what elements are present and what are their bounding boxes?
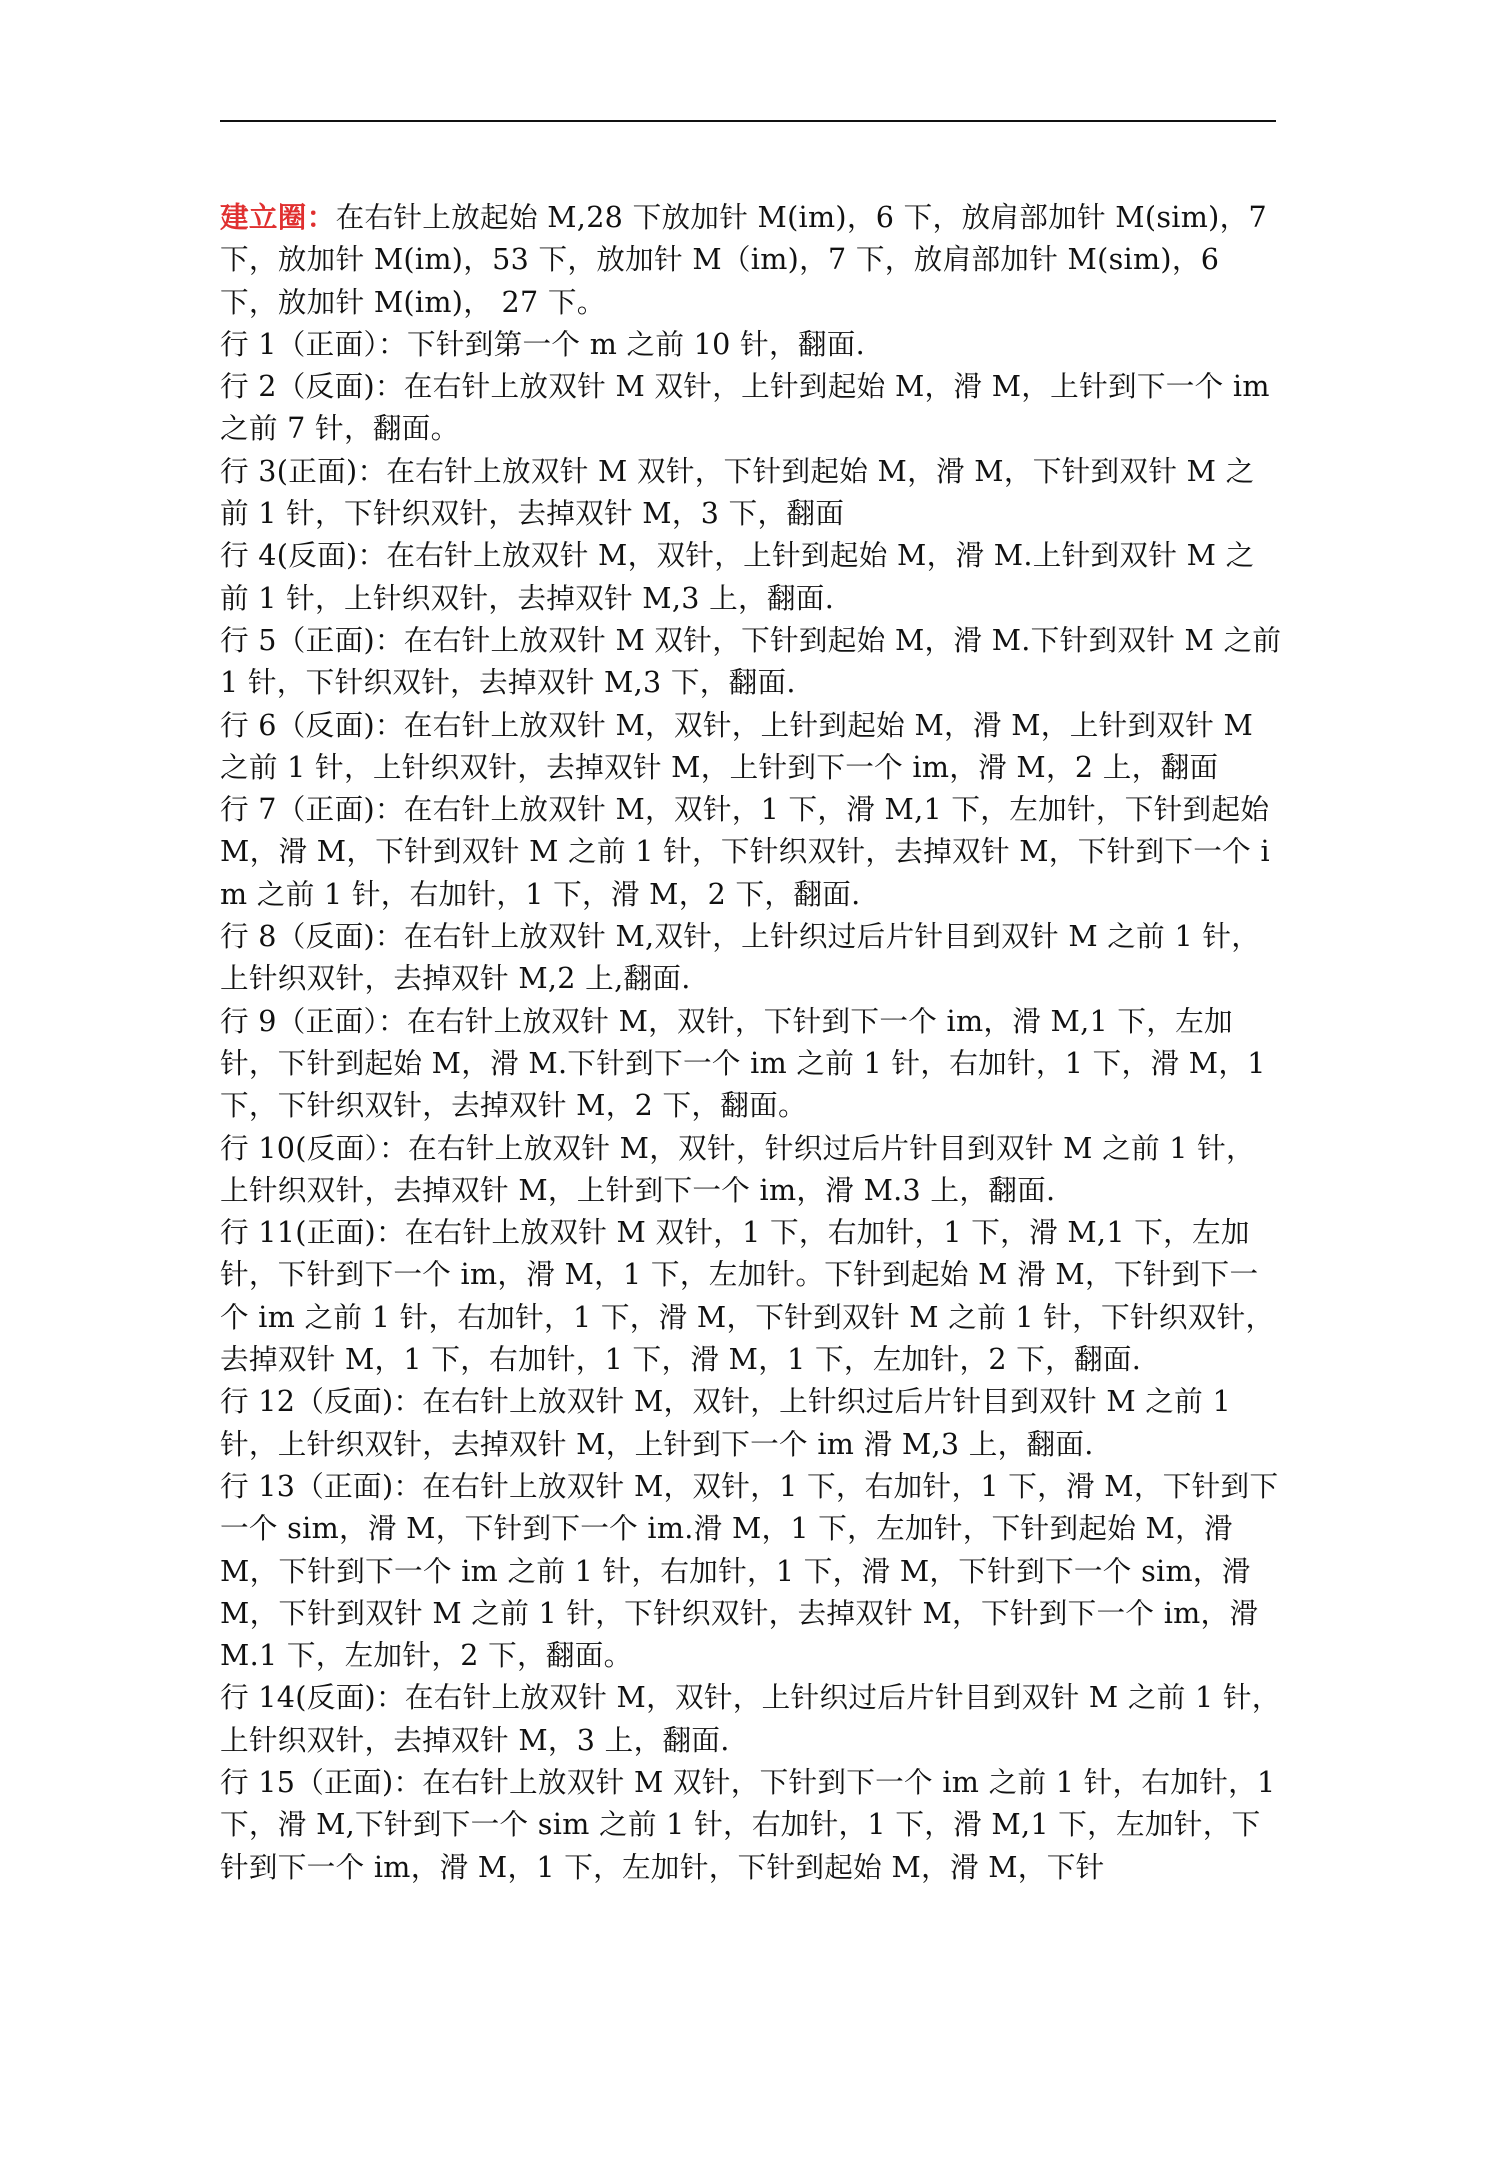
setup-text: 在右针上放起始 M,28 下放加针 M(im)，6 下，放肩部加针 M(sim)，7 下，放加针 M(im)，53 下，放加针 M（im)，7 下，放肩部加针 M(sim)，6 下，放加针 M(im)， 27 下。 (220, 200, 1268, 319)
row-instruction: 行 4(反面)：在右针上放双针 M，双针，上针到起始 M，滑 M.上针到双针 M 之前 1 针，上针织双针，去掉双针 M,3 上，翻面. (220, 538, 1255, 615)
setup-paragraph (220, 196, 1282, 323)
row-instruction: 行 3(正面)：在右针上放双针 M 双针，下针到起始 M，滑 M，下针到双针 M 之前 1 针，下针织双针，去掉双针 M，3 下，翻面 (220, 453, 1255, 531)
row-instruction: 行 7（正面)：在右针上放双针 M，双针，1 下，滑 M,1 下，左加针，下针到起始 M，滑 M，下针到双针 M 之前 1 针，下针织双针，去掉双针 M，下针到下一个 im 之前 1 针，右加针，1 下，滑 M，2 下，翻面. (220, 792, 1270, 911)
pattern-instructions (220, 196, 1282, 1888)
row-instruction: 行 12（反面)：在右针上放双针 M，双针，上针织过后片针目到双针 M 之前 1 针，上针织双针，去掉双针 M，上针到下一个 im 滑 M,3 上，翻面. (220, 1384, 1231, 1461)
row-instruction: 行 2（反面)：在右针上放双针 M 双针，上针到起始 M，滑 M，上针到下一个 im 之前 7 针，翻面。 (220, 369, 1270, 446)
row-instruction: 行 6（反面)：在右针上放双针 M，双针，上针到起始 M，滑 M，上针到双针 M 之前 1 针，上针织双针，去掉双针 M，上针到下一个 im，滑 M，2 上，翻面 (220, 707, 1254, 784)
row-instruction: 行 14(反面)：在右针上放双针 M，双针，上针织过后片针目到双针 M 之前 1 针，上针织双针，去掉双针 M，3 上，翻面. (220, 1680, 1281, 1757)
row-instruction: 行 11(正面)：在右针上放双针 M 双针，1 下，右加针，1 下，滑 M,1 下，左加针，下针到下一个 im，滑 M，1 下，左加针。下针到起始 M 滑 M，下针到下一个 im 之前 1 针，右加针，1 下，滑 M，下针到双针 M 之前 1 针，下针织双针，去掉双针 M，1 下，右加针，1 下，滑 M，1 下，左加针，2 下，翻面. (220, 1215, 1275, 1377)
row-instruction: 行 5（正面)：在右针上放双针 M 双针，下针到起始 M，滑 M.下针到双针 M 之前 1 针，下针织双针，去掉双针 M,3 下，翻面. (220, 622, 1282, 700)
row-instruction: 行 8（反面)：在右针上放双针 M,双针，上针织过后片针目到双针 M 之前 1 针，上针织双针，去掉双针 M,2 上,翻面. (220, 919, 1261, 996)
setup-label: 建立圈： (220, 200, 336, 234)
row-instruction: 行 15（正面)：在右针上放双针 M 双针，下针到下一个 im 之前 1 针，右加针，1 下，滑 M,下针到下一个 sim 之前 1 针，右加针，1 下，滑 M,1 下，左加针，下针到下一个 im，滑 M，1 下，左加针，下针到起始 M，滑 M，下针 (220, 1764, 1276, 1884)
row-instruction: 行 13（正面)：在右针上放双针 M，双针，1 下，右加针，1 下，滑 M，下针到下一个 sim，滑 M，下针到下一个 im.滑 M，1 下，左加针，下针到起始 M，滑 M，下针到下一个 im 之前 1 针，右加针，1 下，滑 M，下针到下一个 sim，滑 M，下针到双针 M 之前 1 针，下针织双针，去掉双针 M，下针到下一个 im，滑 M.1 下，左加针，2 下，翻面。 (220, 1468, 1279, 1673)
row-instruction: 行 9（正面）：在右针上放双针 M，双针，下针到下一个 im，滑 M,1 下，左加针，下针到起始 M，滑 M.下针到下一个 im 之前 1 针，右加针，1 下，滑 M，1 下，下针织双针，去掉双针 M，2 下，翻面。 (220, 1003, 1266, 1123)
header-rule (220, 120, 1276, 122)
row-instruction: 行 1（正面）：下针到第一个 m 之前 10 针，翻面. (220, 326, 866, 361)
row-instruction: 行 10(反面）：在右针上放双针 M，双针，针织过后片针目到双针 M 之前 1 针，上针织双针，去掉双针 M，上针到下一个 im，滑 M.3 上，翻面. (220, 1130, 1255, 1207)
